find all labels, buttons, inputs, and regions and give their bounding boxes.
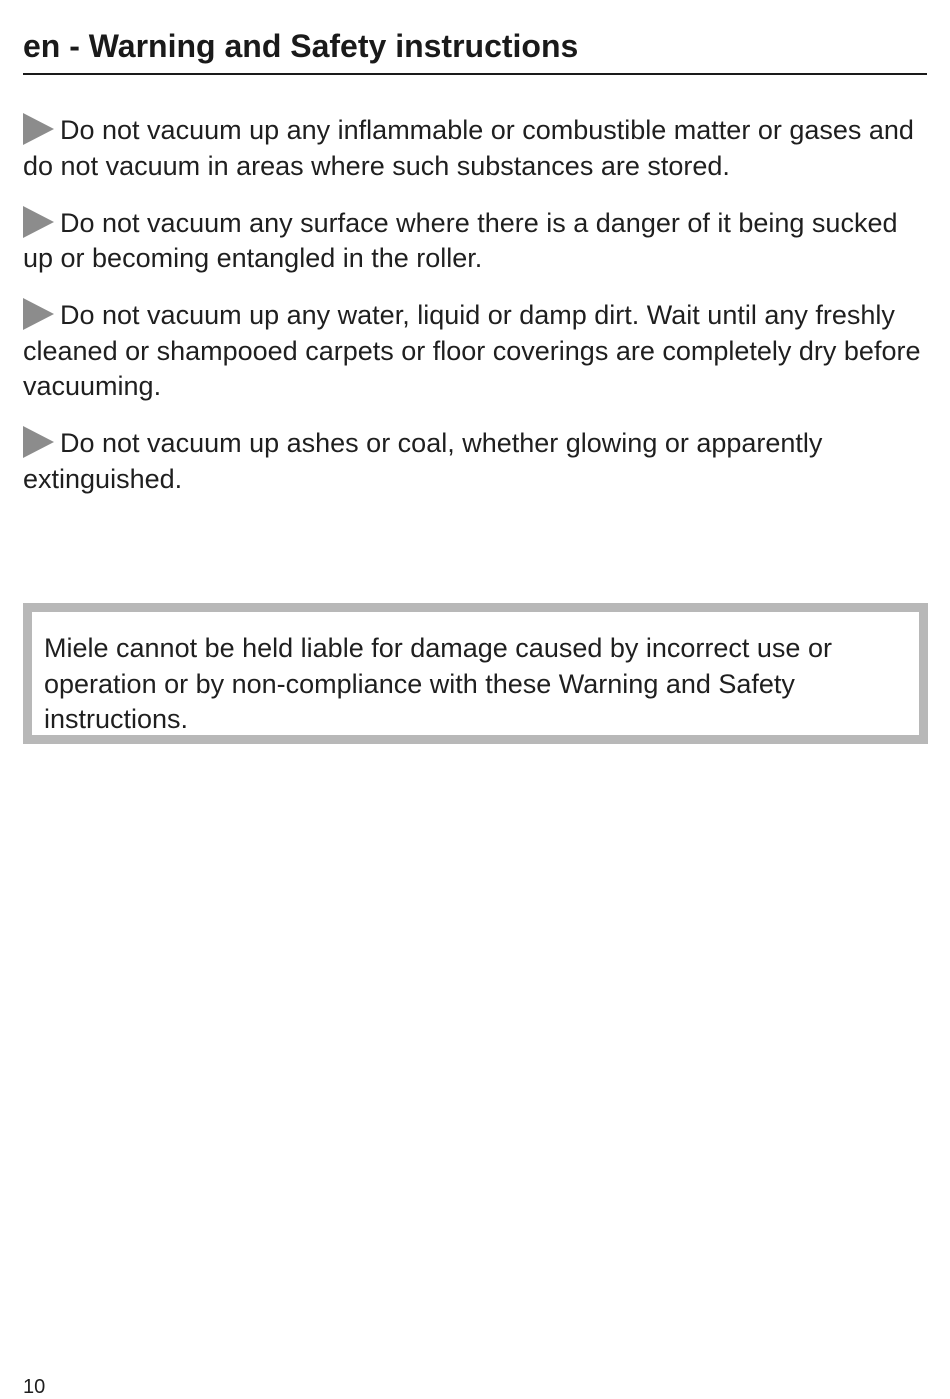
warning-text: Do not vacuum up any water, liquid or damp dirt. Wait until any freshly cleaned or shampooed carpets or floor coverings are completely dry before vacuuming. bbox=[23, 300, 921, 401]
warning-item bbox=[23, 298, 927, 405]
arrow-right-icon bbox=[23, 426, 54, 458]
warning-item bbox=[23, 113, 927, 184]
page-header bbox=[23, 26, 927, 75]
warning-item bbox=[23, 206, 927, 277]
arrow-right-icon bbox=[23, 298, 54, 330]
arrow-right-icon bbox=[23, 113, 54, 145]
page-title: en - Warning and Safety instructions bbox=[23, 28, 579, 64]
warning-item bbox=[23, 426, 927, 497]
page-number: 10 bbox=[23, 1376, 46, 1398]
liability-note-text: Miele cannot be held liable for damage caused by incorrect use or operation or by non-compliance with these Warning and Safety instructions. bbox=[44, 633, 832, 734]
warning-text: Do not vacuum any surface where there is a danger of it being sucked up or becoming entangled in the roller. bbox=[23, 207, 898, 273]
warning-text: Do not vacuum up any inflammable or combustible matter or gases and do not vacuum in areas where such substances are stored. bbox=[23, 115, 914, 181]
warning-list bbox=[23, 113, 927, 519]
liability-note-box bbox=[23, 603, 928, 744]
warning-text: Do not vacuum up ashes or coal, whether glowing or apparently extinguished. bbox=[23, 428, 823, 494]
arrow-right-icon bbox=[23, 206, 54, 238]
